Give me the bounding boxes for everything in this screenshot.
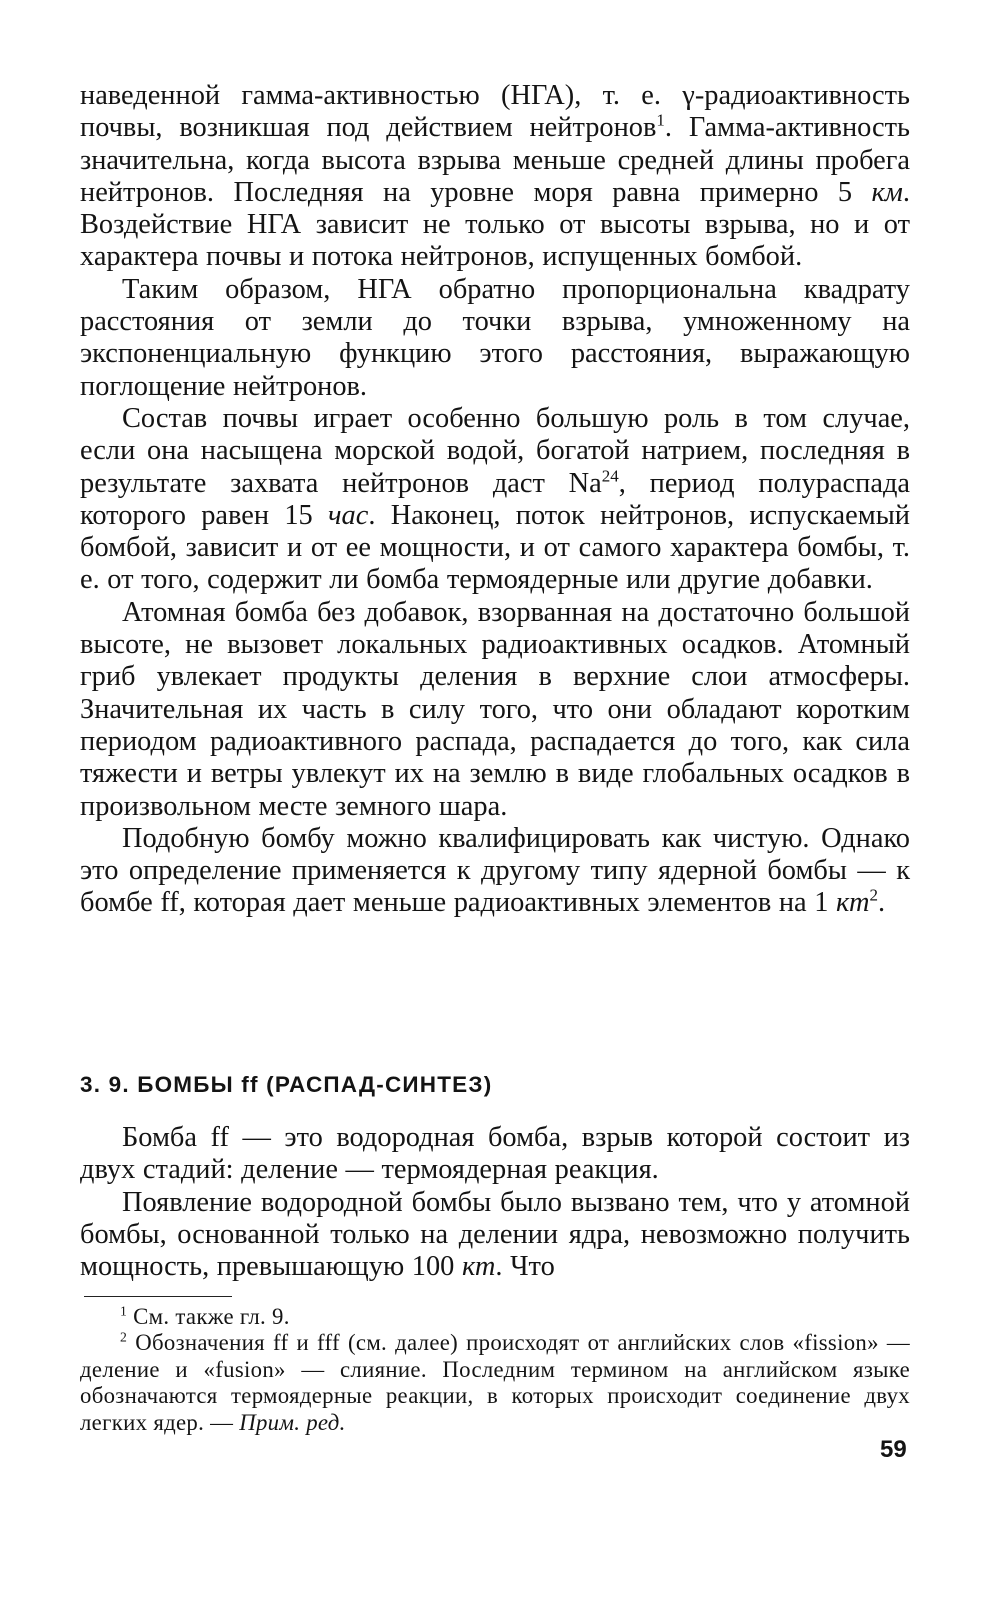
section-heading: 3. 9. БОМБЫ ff (РАСПАД-СИНТЕЗ) (80, 1072, 493, 1097)
paragraph-3: Состав почвы играет особенно большую роль в том случае, если она насыщена морской водой, богатой натрием, последняя в результате захвата нейтронов даст Na$^{24}$, период полураспада которого равен 15 час. Наконец, поток нейтронов, испускаемый бомбой, зависит и от ее мощности, и от самого характера бомбы, т. е. от того, содержит ли бомба термоядерные или другие добавки. (80, 402, 910, 596)
paragraph-4: Атомная бомба без добавок, взорванная на достаточно большой высоте, не вызовет локальных радиоактивных осадков. Атомный гриб увлекает продукты деления в верхние слои атмосферы. Значительная их часть в силу того, что они обладают коротким периодом радиоактивного распада, распадается до того, как сила тяжести и ветры увлекут их на землю в виде глобальных осадков в произвольном месте земного шара. (80, 596, 910, 822)
unit-hours: час (328, 499, 369, 531)
paragraph-2: Таким образом, НГА обратно пропорциональна квадрату расстояния от земли до точки взрыва, умноженному на экспоненциальную функцию этого расстояния, выражающую поглощение нейтронов. (80, 273, 910, 402)
paragraph-1: наведенной гамма-активностью (НГА), т. е. γ-радиоактивность почвы, возникшая под действием нейтронов$^1$. Гамма-активность значительна, когда высота взрыва меньше средней длины пробега нейтронов. Последняя на уровне моря равна примерно 5 км. Воздействие НГА зависит не только от высоты взрыва, но и от характера почвы и потока нейтронов, испущенных бомбой. (80, 80, 911, 273)
editor-note: Прим. ред. (239, 1409, 346, 1435)
footnotes (80, 1304, 910, 1436)
page-number: 59 (880, 1436, 907, 1463)
unit-kt: кт (836, 887, 870, 919)
section-text (80, 1122, 910, 1283)
footnote-mark: 2 (120, 1329, 128, 1345)
footnote-ref-1[interactable]: 1 (656, 110, 665, 130)
unit-km: км (871, 176, 903, 208)
main-text (80, 80, 910, 920)
footnote-1: $^1$ См. также гл. 9. (120, 1303, 290, 1329)
footnote-mark: 1 (120, 1303, 128, 1319)
section-paragraph-1: Бомба ff — это водородная бомба, взрыв которой состоит из двух стадий: деление — термоядерная реакция. (80, 1122, 910, 1186)
paragraph-5: Подобную бомбу можно квалифицировать как чистую. Однако это определение применяется к другому типу ядерной бомбы — к бомбе ff, которая дает меньше радиоактивных элементов на 1 $кт^2$. (80, 822, 910, 919)
unit-kt: кт (461, 1251, 496, 1283)
isotope-mass-number: 24 (601, 466, 619, 486)
section-paragraph-2: Появление водородной бомбы было вызвано тем, что у атомной бомбы, основанной только на делении ядра, невозможно получить мощность, превышающую 100 кт. Что (80, 1186, 910, 1283)
footnote-2: $^2$ Обозначения ff и fff (см. далее) происходят от английских слов «fission» — деление и «fusion» — слияние. Последним термином на английском языке обозначаются термоядерные реакции, в которых происходит соединение двух легких ядер. — Прим. ред. (80, 1329, 910, 1435)
footnote-ref-2[interactable]: 2 (869, 885, 878, 905)
footnote-divider (84, 1296, 232, 1297)
